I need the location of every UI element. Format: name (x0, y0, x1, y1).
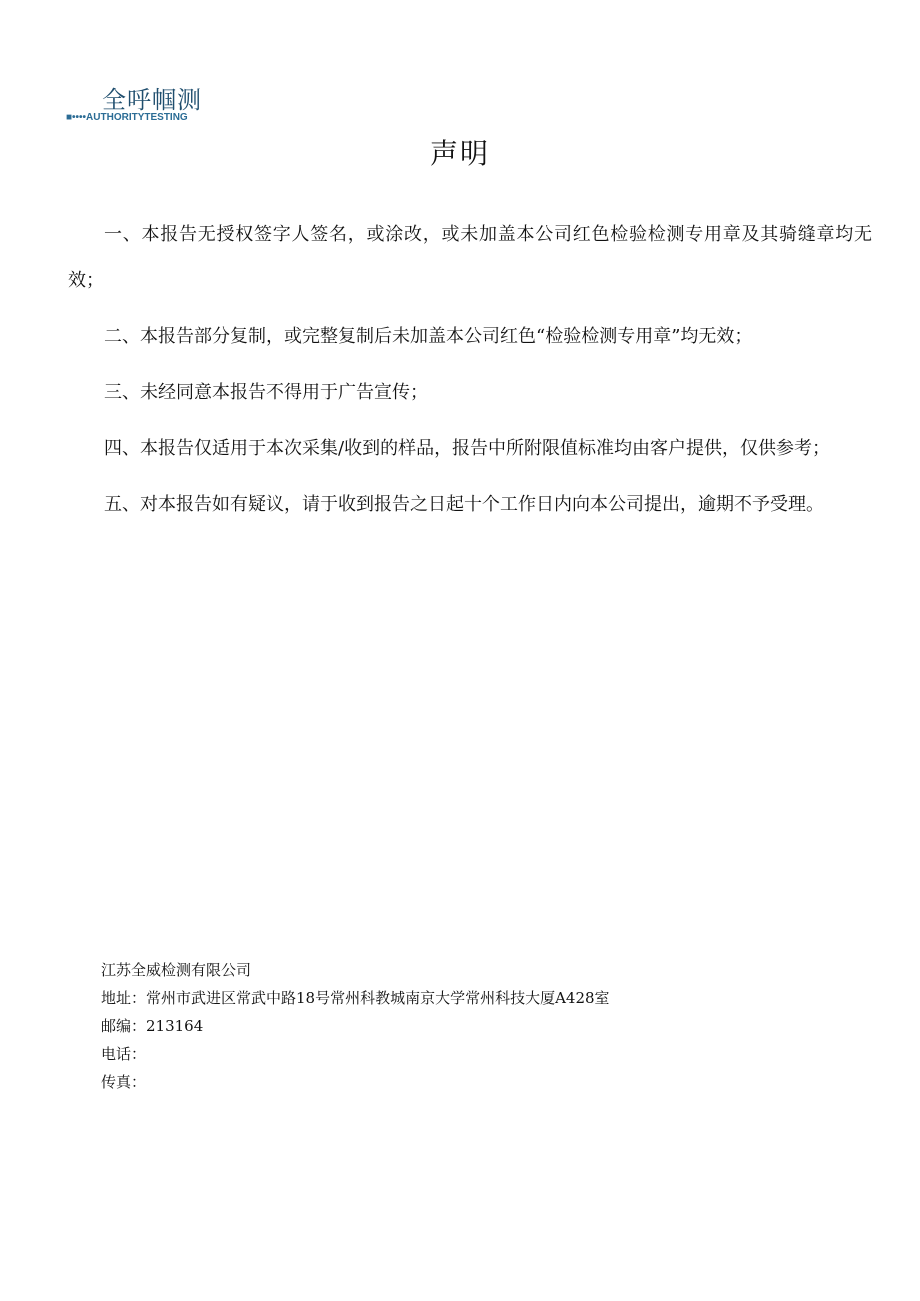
company-name: 江苏全威检测有限公司 (101, 961, 252, 979)
contact-info (101, 956, 801, 1096)
statement-list (68, 212, 872, 538)
statement-2: 二、本报告部分复制，或完整复制后未加盖本公司红色“检验检测专用章”均无效； (104, 326, 753, 347)
company-address: 地址：常州市武进区常武中路18号常州科教城南京大学常州科技大厦A428室 (101, 989, 610, 1007)
page-title: 声明 (429, 137, 490, 170)
company-phone: 电话： (101, 1045, 147, 1063)
statement-5: 五、对本报告如有疑议，请于收到报告之日起十个工作日内向本公司提出，逾期不予受理。 (104, 494, 824, 515)
logo-name: 全呼帼测 (102, 86, 202, 114)
statement-1: 一、本报告无授权签字人签名，或涂改，或未加盖本公司红色检验检测专用章及其骑缝章均无效； (68, 224, 872, 291)
company-fax: 传真： (101, 1073, 147, 1091)
statement-3: 三、未经同意本报告不得用于广告宣传； (104, 382, 428, 403)
statement-4: 四、本报告仅适用于本次采集/收到的样品，报告中所附限值标准均由客户提供，仅供参考； (104, 438, 831, 459)
logo-tagline: ■••••AUTHORITYTESTING (66, 112, 188, 123)
company-postcode: 邮编：213164 (101, 1017, 204, 1035)
